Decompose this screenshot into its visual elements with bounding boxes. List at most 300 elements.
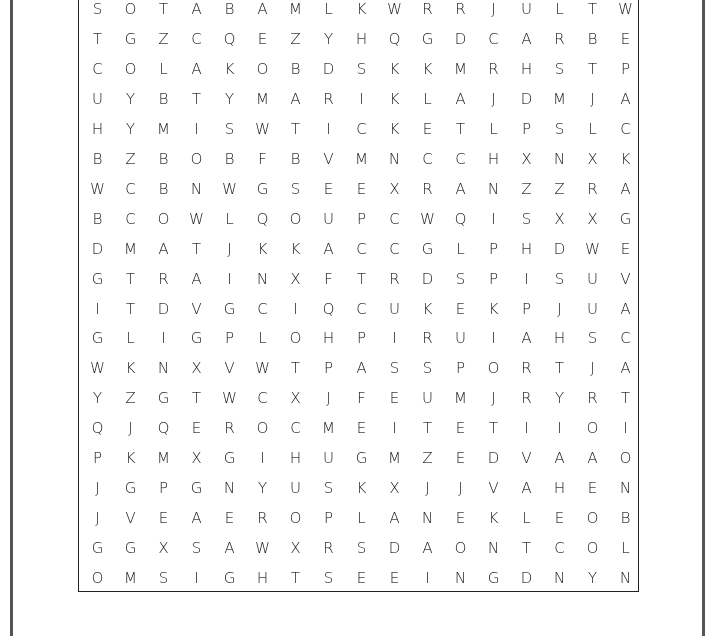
grid-letter: S bbox=[455, 269, 466, 288]
grid-row bbox=[79, 207, 637, 237]
grid-letter: A bbox=[290, 89, 301, 108]
grid-letter: I bbox=[161, 329, 166, 348]
grid-letter: N bbox=[619, 569, 632, 588]
grid-letter: G bbox=[256, 179, 269, 198]
grid-letter: A bbox=[620, 89, 631, 108]
grid-letter: N bbox=[256, 269, 269, 288]
grid-letter: S bbox=[554, 119, 565, 138]
grid-letter: G bbox=[223, 299, 236, 318]
grid-letter: P bbox=[323, 359, 334, 378]
grid-letter: L bbox=[258, 329, 267, 348]
grid-letter: J bbox=[491, 0, 496, 18]
grid-letter: E bbox=[587, 479, 598, 498]
grid-letter: W bbox=[222, 179, 237, 198]
grid-letter: X bbox=[587, 209, 598, 228]
grid-row bbox=[79, 267, 637, 297]
grid-letter: N bbox=[421, 509, 434, 528]
grid-letter: T bbox=[92, 29, 103, 48]
grid-letter: G bbox=[124, 479, 137, 498]
grid-letter: C bbox=[554, 539, 565, 558]
grid-letter: G bbox=[421, 239, 434, 258]
grid-letter: N bbox=[553, 569, 566, 588]
grid-letter: C bbox=[620, 119, 631, 138]
grid-letter: E bbox=[257, 29, 268, 48]
grid-letter: V bbox=[323, 149, 334, 168]
grid-letter: S bbox=[158, 569, 169, 588]
grid-letter: R bbox=[422, 179, 433, 198]
grid-letter: B bbox=[92, 209, 103, 228]
grid-letter: M bbox=[124, 569, 137, 588]
grid-letter: X bbox=[191, 359, 202, 378]
grid-letter: O bbox=[454, 539, 467, 558]
grid-letter: G bbox=[190, 479, 203, 498]
grid-letter: R bbox=[323, 89, 334, 108]
grid-letter: W bbox=[189, 209, 204, 228]
grid-letter: E bbox=[620, 239, 631, 258]
grid-row bbox=[79, 117, 637, 147]
grid-letter: B bbox=[587, 29, 598, 48]
grid-letter: R bbox=[323, 539, 334, 558]
grid-letter: P bbox=[521, 119, 532, 138]
grid-letter: T bbox=[356, 269, 367, 288]
grid-letter: S bbox=[290, 179, 301, 198]
grid-letter: W bbox=[255, 119, 270, 138]
grid-letter: B bbox=[224, 0, 235, 18]
grid-letter: I bbox=[491, 329, 496, 348]
grid-letter: S bbox=[422, 359, 433, 378]
grid-letter: W bbox=[90, 179, 105, 198]
grid-letter: I bbox=[623, 419, 628, 438]
grid-letter: G bbox=[487, 569, 500, 588]
grid-letter: Y bbox=[257, 479, 268, 498]
grid-letter: C bbox=[257, 389, 268, 408]
grid-letter: K bbox=[422, 59, 433, 78]
grid-letter: I bbox=[359, 89, 364, 108]
grid-letter: C bbox=[389, 209, 400, 228]
grid-letter: Y bbox=[125, 119, 136, 138]
letter-grid bbox=[79, 0, 637, 591]
grid-letter: U bbox=[521, 0, 532, 18]
grid-letter: O bbox=[586, 419, 599, 438]
grid-letter: Y bbox=[323, 29, 334, 48]
grid-letter: Y bbox=[224, 89, 235, 108]
grid-letter: M bbox=[322, 419, 335, 438]
grid-letter: J bbox=[491, 389, 496, 408]
grid-letter: A bbox=[620, 299, 631, 318]
grid-letter: A bbox=[521, 29, 532, 48]
grid-letter: K bbox=[356, 0, 367, 18]
grid-letter: N bbox=[487, 539, 500, 558]
grid-letter: O bbox=[289, 509, 302, 528]
grid-letter: H bbox=[487, 149, 500, 168]
grid-letter: K bbox=[488, 509, 499, 528]
grid-letter: T bbox=[191, 89, 202, 108]
grid-letter: B bbox=[620, 509, 631, 528]
grid-row bbox=[79, 87, 637, 117]
grid-letter: N bbox=[388, 149, 401, 168]
grid-letter: P bbox=[488, 269, 499, 288]
grid-letter: N bbox=[487, 179, 500, 198]
grid-letter: R bbox=[158, 269, 169, 288]
grid-letter: B bbox=[290, 59, 301, 78]
grid-letter: S bbox=[224, 119, 235, 138]
grid-letter: E bbox=[455, 509, 466, 528]
grid-letter: O bbox=[91, 569, 104, 588]
grid-letter: G bbox=[91, 539, 104, 558]
grid-letter: O bbox=[124, 0, 137, 18]
grid-letter: G bbox=[223, 449, 236, 468]
grid-letter: N bbox=[190, 179, 203, 198]
grid-letter: E bbox=[422, 119, 433, 138]
grid-letter: P bbox=[521, 299, 532, 318]
grid-letter: Z bbox=[125, 389, 136, 408]
grid-letter: R bbox=[587, 389, 598, 408]
grid-letter: Z bbox=[290, 29, 301, 48]
grid-letter: T bbox=[290, 569, 301, 588]
grid-letter: U bbox=[389, 299, 400, 318]
grid-letter: H bbox=[322, 329, 335, 348]
grid-letter: A bbox=[554, 449, 565, 468]
grid-letter: C bbox=[290, 419, 301, 438]
grid-letter: I bbox=[194, 569, 199, 588]
grid-letter: S bbox=[323, 569, 334, 588]
grid-letter: L bbox=[522, 509, 531, 528]
grid-letter: M bbox=[355, 149, 368, 168]
grid-letter: S bbox=[356, 59, 367, 78]
grid-letter: E bbox=[455, 299, 466, 318]
grid-letter: L bbox=[225, 209, 234, 228]
grid-letter: L bbox=[489, 119, 498, 138]
grid-letter: A bbox=[191, 269, 202, 288]
grid-letter: A bbox=[257, 0, 268, 18]
grid-letter: I bbox=[524, 269, 529, 288]
grid-letter: A bbox=[620, 359, 631, 378]
grid-letter: X bbox=[389, 179, 400, 198]
grid-letter: W bbox=[387, 0, 402, 18]
grid-letter: U bbox=[587, 299, 598, 318]
grid-letter: U bbox=[290, 479, 301, 498]
grid-letter: S bbox=[356, 539, 367, 558]
grid-letter: B bbox=[92, 149, 103, 168]
grid-letter: J bbox=[590, 359, 595, 378]
grid-letter: C bbox=[620, 329, 631, 348]
grid-letter: V bbox=[521, 449, 532, 468]
grid-letter: V bbox=[488, 479, 499, 498]
grid-letter: W bbox=[90, 359, 105, 378]
grid-letter: S bbox=[389, 359, 400, 378]
grid-letter: M bbox=[289, 0, 302, 18]
grid-letter: O bbox=[124, 59, 137, 78]
grid-letter: I bbox=[95, 299, 100, 318]
grid-letter: S bbox=[92, 0, 103, 18]
grid-letter: D bbox=[157, 299, 170, 318]
grid-row bbox=[79, 506, 637, 536]
grid-letter: X bbox=[587, 149, 598, 168]
grid-letter: S bbox=[554, 59, 565, 78]
grid-letter: I bbox=[425, 569, 430, 588]
grid-letter: G bbox=[421, 29, 434, 48]
grid-letter: K bbox=[422, 299, 433, 318]
grid-letter: J bbox=[95, 509, 100, 528]
grid-letter: H bbox=[520, 59, 533, 78]
grid-row bbox=[79, 177, 637, 207]
grid-letter: G bbox=[124, 539, 137, 558]
grid-letter: G bbox=[619, 209, 632, 228]
grid-letter: B bbox=[290, 149, 301, 168]
grid-letter: S bbox=[521, 209, 532, 228]
grid-letter: I bbox=[260, 449, 265, 468]
grid-letter: W bbox=[255, 359, 270, 378]
grid-letter: A bbox=[224, 539, 235, 558]
grid-letter: P bbox=[620, 59, 631, 78]
grid-letter: N bbox=[619, 479, 632, 498]
grid-letter: R bbox=[389, 269, 400, 288]
grid-letter: Q bbox=[454, 209, 467, 228]
grid-letter: G bbox=[355, 449, 368, 468]
grid-letter: A bbox=[455, 89, 466, 108]
word-search-grid bbox=[78, 0, 639, 592]
grid-letter: T bbox=[488, 419, 499, 438]
grid-letter: E bbox=[455, 449, 466, 468]
grid-letter: T bbox=[290, 359, 301, 378]
grid-letter: A bbox=[191, 0, 202, 18]
grid-letter: M bbox=[388, 449, 401, 468]
grid-letter: R bbox=[422, 329, 433, 348]
grid-letter: D bbox=[520, 569, 533, 588]
grid-row bbox=[79, 446, 637, 476]
grid-letter: A bbox=[323, 239, 334, 258]
grid-letter: H bbox=[91, 119, 104, 138]
grid-letter: O bbox=[619, 449, 632, 468]
grid-letter: Q bbox=[157, 419, 170, 438]
grid-row bbox=[79, 356, 637, 386]
grid-letter: A bbox=[620, 179, 631, 198]
grid-letter: D bbox=[553, 239, 566, 258]
grid-letter: C bbox=[125, 179, 136, 198]
grid-letter: L bbox=[324, 0, 333, 18]
grid-letter: T bbox=[125, 269, 136, 288]
grid-letter: R bbox=[455, 0, 466, 18]
grid-letter: J bbox=[95, 479, 100, 498]
grid-letter: J bbox=[491, 89, 496, 108]
grid-letter: S bbox=[554, 269, 565, 288]
grid-letter: B bbox=[158, 89, 169, 108]
grid-letter: U bbox=[323, 449, 334, 468]
grid-letter: T bbox=[422, 419, 433, 438]
grid-letter: M bbox=[454, 389, 467, 408]
grid-letter: P bbox=[455, 359, 466, 378]
grid-letter: P bbox=[356, 209, 367, 228]
grid-letter: C bbox=[356, 119, 367, 138]
grid-letter: T bbox=[125, 299, 136, 318]
grid-letter: X bbox=[521, 149, 532, 168]
grid-letter: I bbox=[227, 269, 232, 288]
grid-letter: K bbox=[389, 89, 400, 108]
grid-letter: T bbox=[191, 239, 202, 258]
grid-letter: X bbox=[389, 479, 400, 498]
grid-letter: M bbox=[124, 239, 137, 258]
grid-letter: H bbox=[256, 569, 269, 588]
grid-letter: A bbox=[587, 449, 598, 468]
grid-letter: B bbox=[158, 149, 169, 168]
grid-letter: I bbox=[326, 119, 331, 138]
grid-letter: R bbox=[521, 359, 532, 378]
grid-row bbox=[79, 536, 637, 566]
grid-letter: U bbox=[587, 269, 598, 288]
grid-letter: A bbox=[521, 479, 532, 498]
grid-letter: S bbox=[191, 539, 202, 558]
grid-letter: X bbox=[191, 449, 202, 468]
grid-letter: I bbox=[491, 209, 496, 228]
grid-letter: A bbox=[158, 239, 169, 258]
grid-letter: T bbox=[158, 0, 169, 18]
grid-row bbox=[79, 416, 637, 446]
grid-letter: L bbox=[357, 509, 366, 528]
grid-letter: M bbox=[454, 59, 467, 78]
grid-letter: R bbox=[521, 389, 532, 408]
grid-row bbox=[79, 27, 637, 57]
grid-letter: C bbox=[422, 149, 433, 168]
grid-row bbox=[79, 57, 637, 87]
grid-letter: Q bbox=[388, 29, 401, 48]
grid-letter: O bbox=[289, 329, 302, 348]
grid-letter: L bbox=[423, 89, 432, 108]
grid-letter: J bbox=[425, 479, 430, 498]
grid-letter: I bbox=[293, 299, 298, 318]
grid-letter: K bbox=[257, 239, 268, 258]
grid-letter: T bbox=[587, 0, 598, 18]
grid-letter: X bbox=[290, 539, 301, 558]
grid-letter: A bbox=[191, 59, 202, 78]
grid-letter: N bbox=[157, 359, 170, 378]
grid-letter: D bbox=[520, 89, 533, 108]
grid-letter: J bbox=[590, 89, 595, 108]
grid-letter: D bbox=[322, 59, 335, 78]
grid-letter: W bbox=[222, 389, 237, 408]
grid-letter: I bbox=[392, 329, 397, 348]
grid-letter: I bbox=[524, 419, 529, 438]
grid-letter: T bbox=[290, 119, 301, 138]
grid-letter: K bbox=[620, 149, 631, 168]
grid-letter: U bbox=[92, 89, 103, 108]
grid-letter: B bbox=[158, 179, 169, 198]
grid-letter: C bbox=[191, 29, 202, 48]
grid-letter: V bbox=[620, 269, 631, 288]
grid-row bbox=[79, 147, 637, 177]
grid-letter: I bbox=[557, 419, 562, 438]
grid-letter: K bbox=[389, 59, 400, 78]
grid-letter: T bbox=[587, 59, 598, 78]
grid-letter: K bbox=[224, 59, 235, 78]
grid-letter: Q bbox=[256, 209, 269, 228]
grid-letter: S bbox=[587, 329, 598, 348]
grid-letter: O bbox=[487, 359, 500, 378]
grid-letter: R bbox=[257, 509, 268, 528]
grid-letter: I bbox=[392, 419, 397, 438]
grid-letter: C bbox=[455, 149, 466, 168]
grid-letter: O bbox=[289, 209, 302, 228]
grid-letter: H bbox=[553, 329, 566, 348]
grid-letter: A bbox=[521, 329, 532, 348]
grid-letter: K bbox=[389, 119, 400, 138]
grid-letter: B bbox=[224, 149, 235, 168]
grid-letter: W bbox=[585, 239, 600, 258]
grid-letter: O bbox=[256, 59, 269, 78]
grid-letter: V bbox=[224, 359, 235, 378]
grid-letter: J bbox=[227, 239, 232, 258]
grid-letter: C bbox=[125, 209, 136, 228]
grid-letter: C bbox=[389, 239, 400, 258]
grid-letter: K bbox=[125, 359, 136, 378]
grid-letter: N bbox=[553, 149, 566, 168]
grid-letter: X bbox=[554, 209, 565, 228]
grid-letter: A bbox=[191, 509, 202, 528]
grid-letter: T bbox=[554, 359, 565, 378]
grid-letter: O bbox=[256, 419, 269, 438]
grid-letter: D bbox=[388, 539, 401, 558]
grid-letter: P bbox=[158, 479, 169, 498]
grid-letter: A bbox=[389, 509, 400, 528]
grid-letter: O bbox=[190, 149, 203, 168]
grid-letter: Q bbox=[91, 419, 104, 438]
grid-letter: M bbox=[256, 89, 269, 108]
grid-letter: X bbox=[290, 269, 301, 288]
grid-letter: A bbox=[422, 539, 433, 558]
grid-letter: G bbox=[91, 269, 104, 288]
grid-letter: E bbox=[323, 179, 334, 198]
grid-letter: W bbox=[618, 0, 633, 18]
grid-letter: Y bbox=[92, 389, 103, 408]
grid-letter: J bbox=[326, 389, 331, 408]
grid-letter: P bbox=[356, 329, 367, 348]
grid-letter: L bbox=[621, 539, 630, 558]
grid-letter: J bbox=[557, 299, 562, 318]
grid-letter: E bbox=[455, 419, 466, 438]
grid-row bbox=[79, 326, 637, 356]
grid-letter: E bbox=[356, 179, 367, 198]
grid-letter: E bbox=[620, 29, 631, 48]
grid-letter: Y bbox=[587, 569, 598, 588]
grid-letter: V bbox=[125, 509, 136, 528]
grid-letter: Z bbox=[125, 149, 136, 168]
grid-letter: N bbox=[454, 569, 467, 588]
grid-letter: E bbox=[224, 509, 235, 528]
grid-letter: G bbox=[157, 389, 170, 408]
grid-letter: E bbox=[389, 569, 400, 588]
grid-letter: W bbox=[255, 539, 270, 558]
grid-letter: O bbox=[586, 509, 599, 528]
grid-letter: R bbox=[554, 29, 565, 48]
grid-letter: H bbox=[355, 29, 368, 48]
grid-letter: R bbox=[488, 59, 499, 78]
grid-letter: E bbox=[191, 419, 202, 438]
grid-letter: R bbox=[422, 0, 433, 18]
grid-row bbox=[79, 297, 637, 327]
grid-letter: Y bbox=[554, 389, 565, 408]
grid-letter: X bbox=[290, 389, 301, 408]
grid-letter: R bbox=[224, 419, 235, 438]
grid-letter: F bbox=[357, 389, 366, 408]
grid-letter: E bbox=[356, 569, 367, 588]
grid-row bbox=[79, 0, 637, 27]
grid-letter: Z bbox=[554, 179, 565, 198]
grid-letter: H bbox=[289, 449, 302, 468]
grid-letter: H bbox=[553, 479, 566, 498]
grid-letter: K bbox=[356, 479, 367, 498]
grid-letter: C bbox=[257, 299, 268, 318]
grid-letter: Z bbox=[521, 179, 532, 198]
grid-letter: Z bbox=[422, 449, 433, 468]
